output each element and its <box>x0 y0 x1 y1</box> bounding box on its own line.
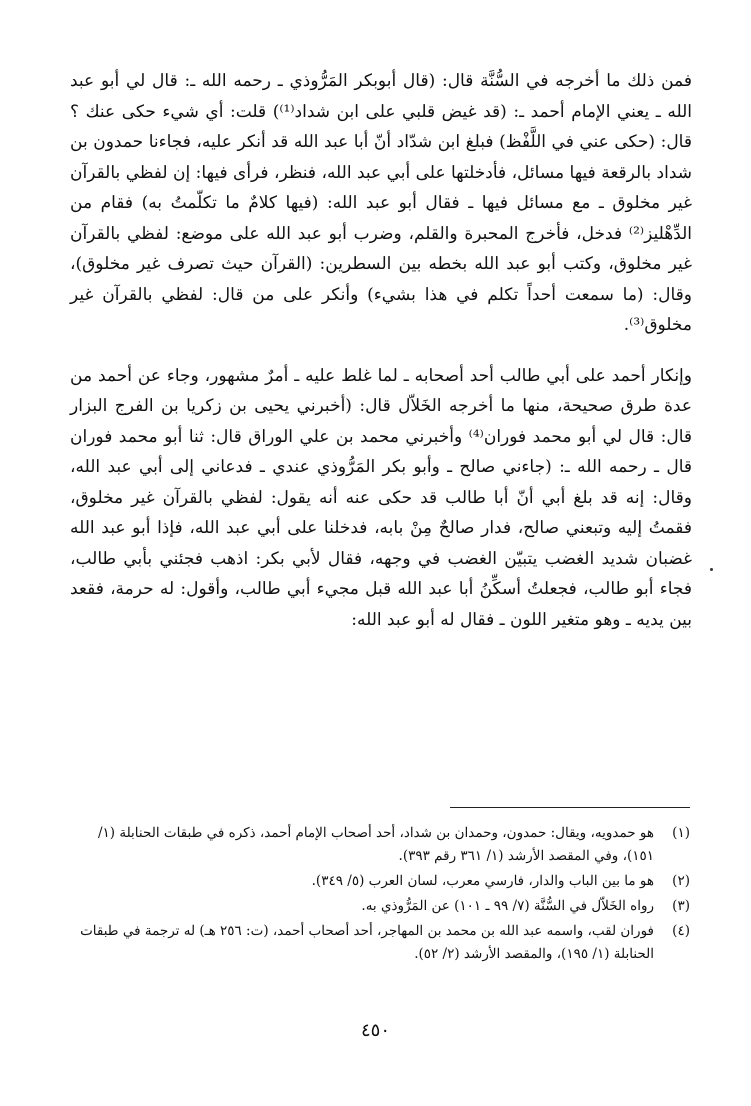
paragraph-2: وإنكار أحمد على أبي طالب أحد أصحابه ـ لما غلط عليه ـ أمرٌ مشهور، وجاء عن أحمد من عدة طرق صحيحة، منها ما أخرجه الخَلاّل قال: (أخبرني يحيى بن زكريا بن الفرج البزار قال: قال لي أبو محمد فوران⁽⁴⁾ وأخبرني محمد بن علي الوراق قال: ثنا أبو محمد فوران قال ـ رحمه الله ـ: (جاءني صالح ـ وأبو بكر المَرُّوذي عندي ـ فدعاني إلى أبي عبد الله، وقال: إنه قد بلغ أبي أنّ أبا طالب قد حكى عنه أنه يقول: لفظي بالقرآن غير مخلوق، فقمتُ إليه وتبعني صالح، فدار صالحٌ مِنْ بابه، فدخلنا على أبي عبد الله، فإذا أبو عبد الله غضبان شديد الغضب يتبيّن الغضب في وجهه، فقال لأبي بكر: اذهب فجئني بأبي طالب، فجاء أبو طالب، فجعلتُ أسكِّنُ أبا عبد الله قبل مجيء أبي طالب، وأقول: له حرمة، فقعد بين يديه ـ وهو متغير اللون ـ فقال له أبو عبد الله: <box>70 365 693 630</box>
footnotes <box>70 822 690 966</box>
footnote-2 <box>70 870 690 893</box>
main-text <box>70 66 692 635</box>
footnote-text: فوران لقب، واسمه عبد الله بن محمد بن المهاجر، أحد أصحاب أحمد، (ت: ٢٥٦ هـ) له ترجمة في طبقات الحنابلة (١/ ١٩٥)، والمقصد الأرشد (٢/ ٥٢). <box>80 923 654 962</box>
footnote-text: هو حمدويه، ويقال: حمدون، وحمدان بن شداد، أحد أصحاب الإمام أحمد، ذكره في طبقات الحنابلة (١/ ١٥١)، وفي المقصد الأرشد (١/ ٣٦١ رقم ٣٩٣). <box>97 825 654 864</box>
footnote-number: (٤) <box>672 923 690 939</box>
footnote-3 <box>70 895 690 918</box>
footnote-separator <box>450 807 690 808</box>
footnote-text: رواه الخَلاّل في السُّنَّة (٧/ ٩٩ ـ ١٠١) عن المَرُّوذي به. <box>361 898 654 914</box>
footnote-number: (١) <box>672 825 690 841</box>
footnote-number: (٣) <box>672 898 690 914</box>
paragraph-1: فمن ذلك ما أخرجه في السُّنَّة قال: (قال أبوبكر المَرُّوذي ـ رحمه الله ـ: قال لي أبو عبد الله ـ يعني الإمام أحمد ـ: (قد غيض قلبي على ابن شداد⁽¹⁾) قلت: أي شيء حكى عنك ؟ قال: (حكى عني في اللَّفْظ) فبلغ ابن شدّاد أنّ أبا عبد الله قد أنكر عليه، فجاءنا حمدون بن شداد بالرقعة فيها مسائل، فأدخلتها على أبي عبد الله، فنظر، فرأى فيها: إن لفظي بالقرآن غير مخلوق ـ مع مسائل فيها ـ فقال أبو عبد الله: (فيها كلامٌ ما تكلّمتُ به) فقام من الدِّهْليز⁽²⁾ فدخل، فأخرج المحبرة والقلم، وضرب أبو عبد الله على موضع: لفظي بالقرآن غير مخلوق، وكتب أبو عبد الله بخطه بين السطرين: (القرآن حيث تصرف غير مخلوق)، وقال: (ما سمعت أحداً تكلم في هذا بشيء) وأنكر على من قال: لفظي بالقرآن غير مخلوق⁽³⁾. <box>70 71 692 335</box>
footnote-1 <box>70 822 690 868</box>
page-number: ٤٥٠ <box>360 1020 390 1041</box>
footnote-text: هو ما بين الباب والدار، فارسي معرب، لسان العرب (٥/ ٣٤٩). <box>311 873 654 889</box>
footnote-number: (٢) <box>672 873 690 889</box>
margin-mark <box>710 568 713 571</box>
footnote-4 <box>70 920 690 966</box>
